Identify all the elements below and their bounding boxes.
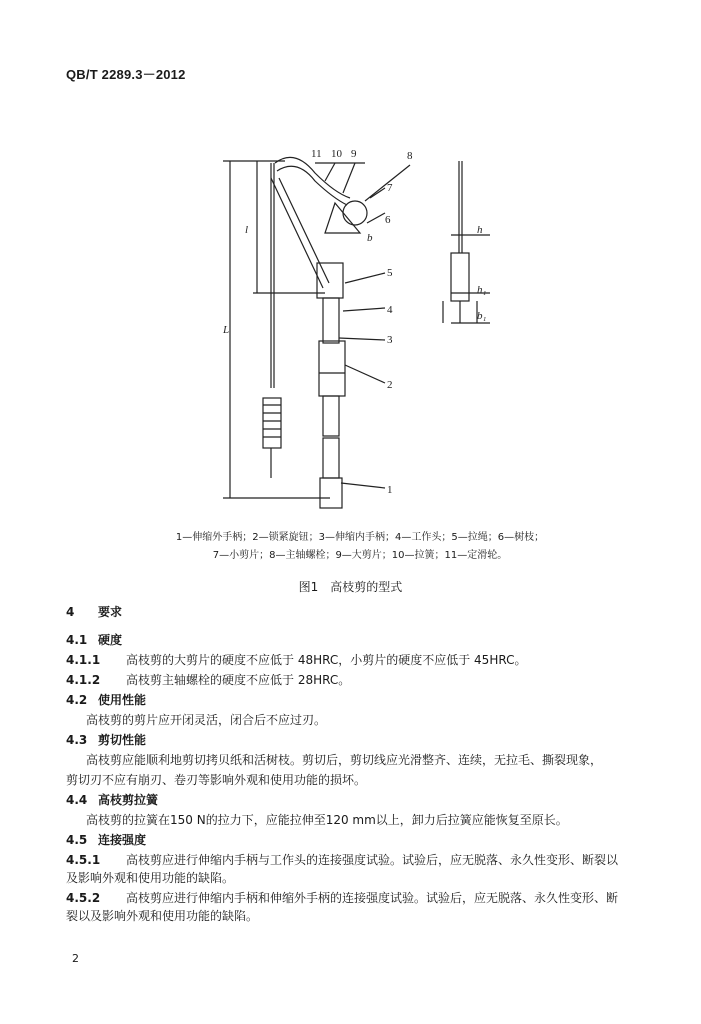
section-4-num: 4 (66, 605, 75, 619)
dim-l: l (245, 224, 249, 236)
figure-legend-line-2: 7—小剪片；8—主轴螺栓；9—大剪片；10—拉簧；11—定滑轮。 (212, 550, 508, 561)
label-3: 3 (387, 334, 393, 346)
section-4-4-num: 4.4 (66, 793, 88, 807)
label-10: 10 (331, 148, 342, 160)
section-4-3-heading (66, 732, 661, 748)
section-4-4-heading (66, 792, 661, 808)
clause-4-5-1 (66, 852, 661, 868)
label-1: 1 (387, 484, 393, 496)
clause-4-5-2-num: 4.5.2 (66, 891, 101, 905)
clause-4-5-2-text-1: 高枝剪应进行伸缩内手柄和伸缩外手柄的连接强度试验。试验后，应无脱落、永久性变形、断 (126, 891, 619, 905)
standard-number: QB/T 2289.3－2012 (66, 67, 186, 82)
label-4: 4 (387, 304, 393, 316)
section-4-1-title: 硬度 (98, 633, 123, 647)
section-4-1-num: 4.1 (66, 633, 88, 647)
pruner-figure (215, 143, 515, 513)
label-6: 6 (385, 214, 391, 226)
section-4-2-heading (66, 692, 661, 708)
section-4-2-text: 高枝剪的剪片应开闭灵活，闭合后不应过刃。 (86, 713, 327, 727)
section-4-4-title: 高枝剪拉簧 (98, 793, 159, 807)
label-9: 9 (351, 148, 357, 160)
label-11: 11 (311, 148, 322, 160)
clause-4-5-1-text-2: 及影响外观和使用功能的缺陷。 (66, 871, 235, 885)
clause-4-1-2-text: 高枝剪主轴螺栓的硬度不应低于 28HRC。 (126, 673, 351, 687)
pruner-drawing (215, 143, 515, 513)
section-4-5-num: 4.5 (66, 833, 88, 847)
section-4-3-num: 4.3 (66, 733, 88, 747)
section-4-4-text: 高枝剪的拉簧在150 N的拉力下，应能拉伸至120 mm以上，卸力后拉簧应能恢复至原长。 (86, 813, 568, 827)
section-4-5-heading (66, 832, 661, 848)
section-4-title: 要求 (98, 605, 123, 619)
figure-title: 图1 高枝剪的型式 (298, 580, 403, 594)
section-4-3-title: 剪切性能 (98, 733, 147, 747)
clause-4-1-2-num: 4.1.2 (66, 673, 101, 687)
label-8: 8 (407, 150, 413, 162)
section-4-5-title: 连接强度 (98, 833, 147, 847)
dim-b1: b₁ (477, 310, 487, 322)
clause-4-1-2 (66, 672, 661, 688)
section-4-3-text-2: 剪切刃不应有崩刃、卷刃等影响外观和使用功能的损坏。 (66, 773, 367, 787)
figure-legend-line-1: 1—伸缩外手柄；2—锁紧旋钮；3—伸缩内手柄；4—工作头；5—拉绳；6—树枝； (175, 532, 545, 543)
label-2: 2 (387, 379, 393, 391)
clause-4-5-2 (66, 890, 661, 906)
section-4-2-num: 4.2 (66, 693, 88, 707)
section-4-heading (66, 604, 661, 620)
clause-4-1-1-text: 高枝剪的大剪片的硬度不应低于 48HRC，小剪片的硬度不应低于 45HRC。 (126, 653, 527, 667)
clause-4-5-2-text-2: 裂以及影响外观和使用功能的缺陷。 (66, 909, 259, 923)
page-number: 2 (72, 952, 79, 965)
clause-4-5-1-text-1: 高枝剪应进行伸缩内手柄与工作头的连接强度试验。试验后，应无脱落、永久性变形、断裂以 (126, 853, 619, 867)
clause-4-1-1-num: 4.1.1 (66, 653, 101, 667)
section-4-2-title: 使用性能 (98, 693, 147, 707)
label-5: 5 (387, 267, 393, 279)
dim-h1: h₁ (477, 284, 487, 296)
dim-L: L (223, 324, 230, 336)
clause-4-5-1-num: 4.5.1 (66, 853, 101, 867)
section-4-1-heading (66, 632, 661, 648)
clause-4-1-1 (66, 652, 661, 668)
dim-b: b (367, 232, 373, 244)
section-4-3-text-1: 高枝剪应能顺利地剪切拷贝纸和活树枝。剪切后，剪切线应光滑整齐、连续，无拉毛、撕裂现象， (86, 753, 603, 767)
dim-h: h (477, 224, 483, 236)
label-7: 7 (387, 182, 393, 194)
